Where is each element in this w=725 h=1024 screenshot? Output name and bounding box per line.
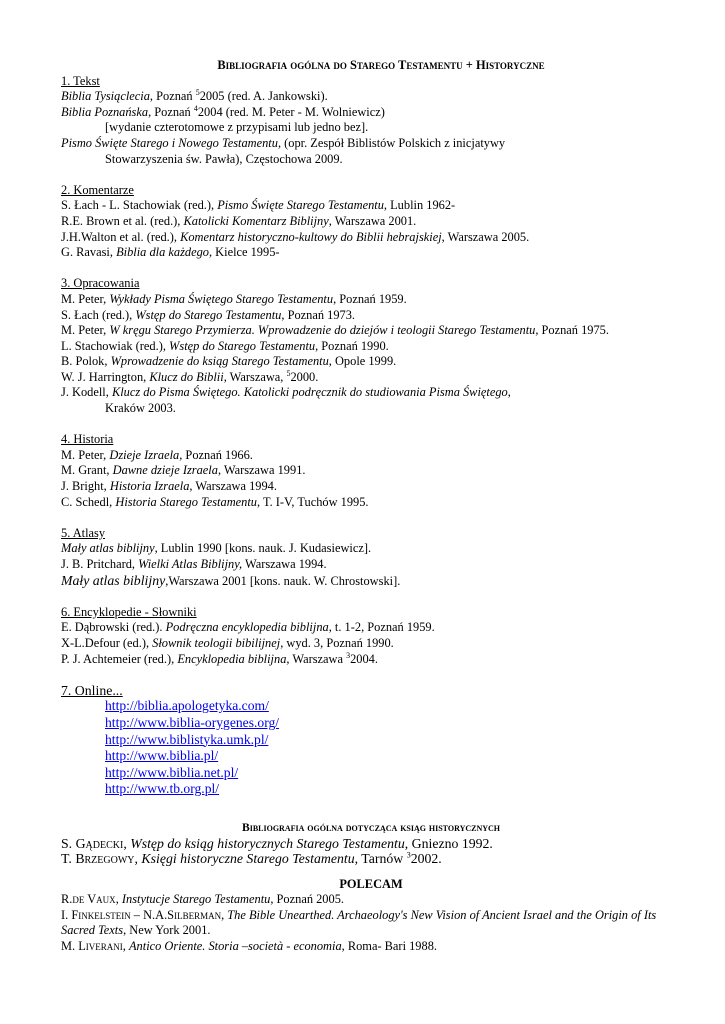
section-heading-encyklopedie: 6. Encyklopedie - Słowniki <box>61 604 197 619</box>
link-biblia-net-pl[interactable]: http://www.biblia.net.pl/ <box>105 764 239 780</box>
bib-entry: J. Bright, Historia Izraela, Warszawa 1994. <box>61 479 277 494</box>
bib-entry: Pismo Święte Starego i Nowego Testamentu, (opr. Zespół Biblistów Polskich z inicjatywy <box>61 135 506 150</box>
bib-entry: S. Łach - L. Stachowiak (red.), Pismo Święte Starego Testamentu, Lublin 1962- <box>61 198 456 213</box>
bib-entry: I. Finkelstein – N.A.Silberman, The Bible Unearthed. Archaeology's New Vision of Ancient Israel and the Origin of Its Sacred Texts, New York 2001. <box>61 907 657 938</box>
bib-entry: M. Peter, Wykłady Pisma Świętego Starego Testamentu, Poznań 1959. <box>61 291 407 306</box>
section-heading-tekst: 1. Tekst <box>61 73 100 88</box>
bib-entry: M. Liverani, Antico Oriente. Storia –società - economia, Roma- Bari 1988. <box>61 939 437 954</box>
bib-entry: B. Polok, Wprowadzenie do ksiąg Starego Testamentu, Opole 1999. <box>61 354 397 369</box>
bib-entry: J. B. Pritchard, Wielki Atlas Biblijny, Warszawa 1994. <box>61 557 327 571</box>
bib-entry: M. Peter, W kręgu Starego Przymierza. Wprowadzenie do dziejów i teologii Starego Testamentu, Poznań 1975. <box>61 323 609 338</box>
bib-entry: T. Brzegowy, Księgi historyczne Starego Testamentu, Tarnów $^3$2002. <box>61 850 442 867</box>
bib-entry: L. Stachowiak (red.), Wstęp do Starego Testamentu, Poznań 1990. <box>61 338 389 353</box>
link-biblia-pl[interactable]: http://www.biblia.pl/ <box>105 748 219 764</box>
bib-entry: R.E. Brown et al. (red.), Katolicki Komentarz Biblijny, Warszawa 2001. <box>61 213 417 228</box>
bib-entry-continuation: Kraków 2003. <box>105 401 176 416</box>
bib-entry: Biblia Poznańska, Poznań $^4$2004 (red. M. Peter - M. Wolniewicz) <box>61 103 385 119</box>
recommended-title: POLECAM <box>339 876 403 891</box>
bib-entry: X-L.Defour (ed.), Słownik teologii bibilijnej, wyd. 3, Poznań 1990. <box>61 635 394 650</box>
link-biblistyka-umk[interactable]: http://www.biblistyka.umk.pl/ <box>105 731 269 747</box>
link-biblia-orygenes[interactable]: http://www.biblia-orygenes.org/ <box>105 714 280 730</box>
bib-entry: W. J. Harrington, Klucz do Biblii, Warszawa, $^5$2000. <box>61 368 319 384</box>
section-heading-historia: 4. Historia <box>61 432 114 447</box>
section-heading-online: 7. Online... <box>61 682 123 698</box>
bib-entry: C. Schedl, Historia Starego Testamentu, T. I-V, Tuchów 1995. <box>61 494 369 509</box>
bib-entry-continuation: [wydanie czterotomowe z przypisami lub jedno bez]. <box>105 120 369 135</box>
bib-entry: J. Kodell, Klucz do Pisma Świętego. Katolicki podręcznik do studiowania Pisma Świętego, <box>61 385 511 400</box>
bib-entry-continuation: Stowarzyszenia św. Pawła), Częstochowa 2009. <box>105 151 343 166</box>
section-heading-opracowania: 3. Opracowania <box>61 276 140 291</box>
bib-entry: J.H.Walton et al. (red.), Komentarz historyczno-kultowy do Biblii hebrajskiej, Warszawa 2005. <box>61 229 530 244</box>
bib-entry: Mały atlas biblijny, Lublin 1990 [kons. nauk. J. Kudasiewicz]. <box>61 541 372 556</box>
bib-entry: S. Łach (red.), Wstęp do Starego Testamentu, Poznań 1973. <box>61 307 356 322</box>
bib-entry: M. Peter, Dzieje Izraela, Poznań 1966. <box>61 447 253 462</box>
bib-entry: G. Ravasi, Biblia dla każdego, Kielce 1995- <box>61 245 280 260</box>
section-heading-komentarze: 2. Komentarze <box>61 182 134 197</box>
bib-entry: Biblia Tysiąclecia, Poznań $^5$2005 (red. A. Jankowski). <box>61 88 328 104</box>
bib-entry: R.de Vaux, Instytucje Starego Testamentu, Poznań 2005. <box>61 892 344 907</box>
bib-entry: E. Dąbrowski (red.). Podręczna encyklopedia biblijna, t. 1-2, Poznań 1959. <box>61 620 435 635</box>
online-links-list <box>61 698 681 798</box>
bib-entry: Mały atlas biblijny,Warszawa 2001 [kons. nauk. W. Chrostowski]. <box>61 572 401 588</box>
document-page <box>61 58 681 955</box>
section-heading-atlasy: 5. Atlasy <box>61 525 106 540</box>
bib-entry: M. Grant, Dawne dzieje Izraela, Warszawa 1991. <box>61 463 306 478</box>
bib-entry: S. Gądecki, Wstęp do ksiąg historycznych Starego Testamentu, Gniezno 1992. <box>61 835 493 851</box>
bib-entry: P. J. Achtemeier (red.), Encyklopedia biblijna, Warszawa $^3$2004. <box>61 650 378 666</box>
document-title: Bibliografia ogólna do Starego Testamentu + Historyczne <box>217 58 545 72</box>
link-tb-org-pl[interactable]: http://www.tb.org.pl/ <box>105 781 220 797</box>
link-biblia-apologetyka[interactable]: http://biblia.apologetyka.com/ <box>105 698 269 714</box>
historical-books-title: Bibliografia ogólna dotycząca ksiąg historycznych <box>241 820 501 834</box>
